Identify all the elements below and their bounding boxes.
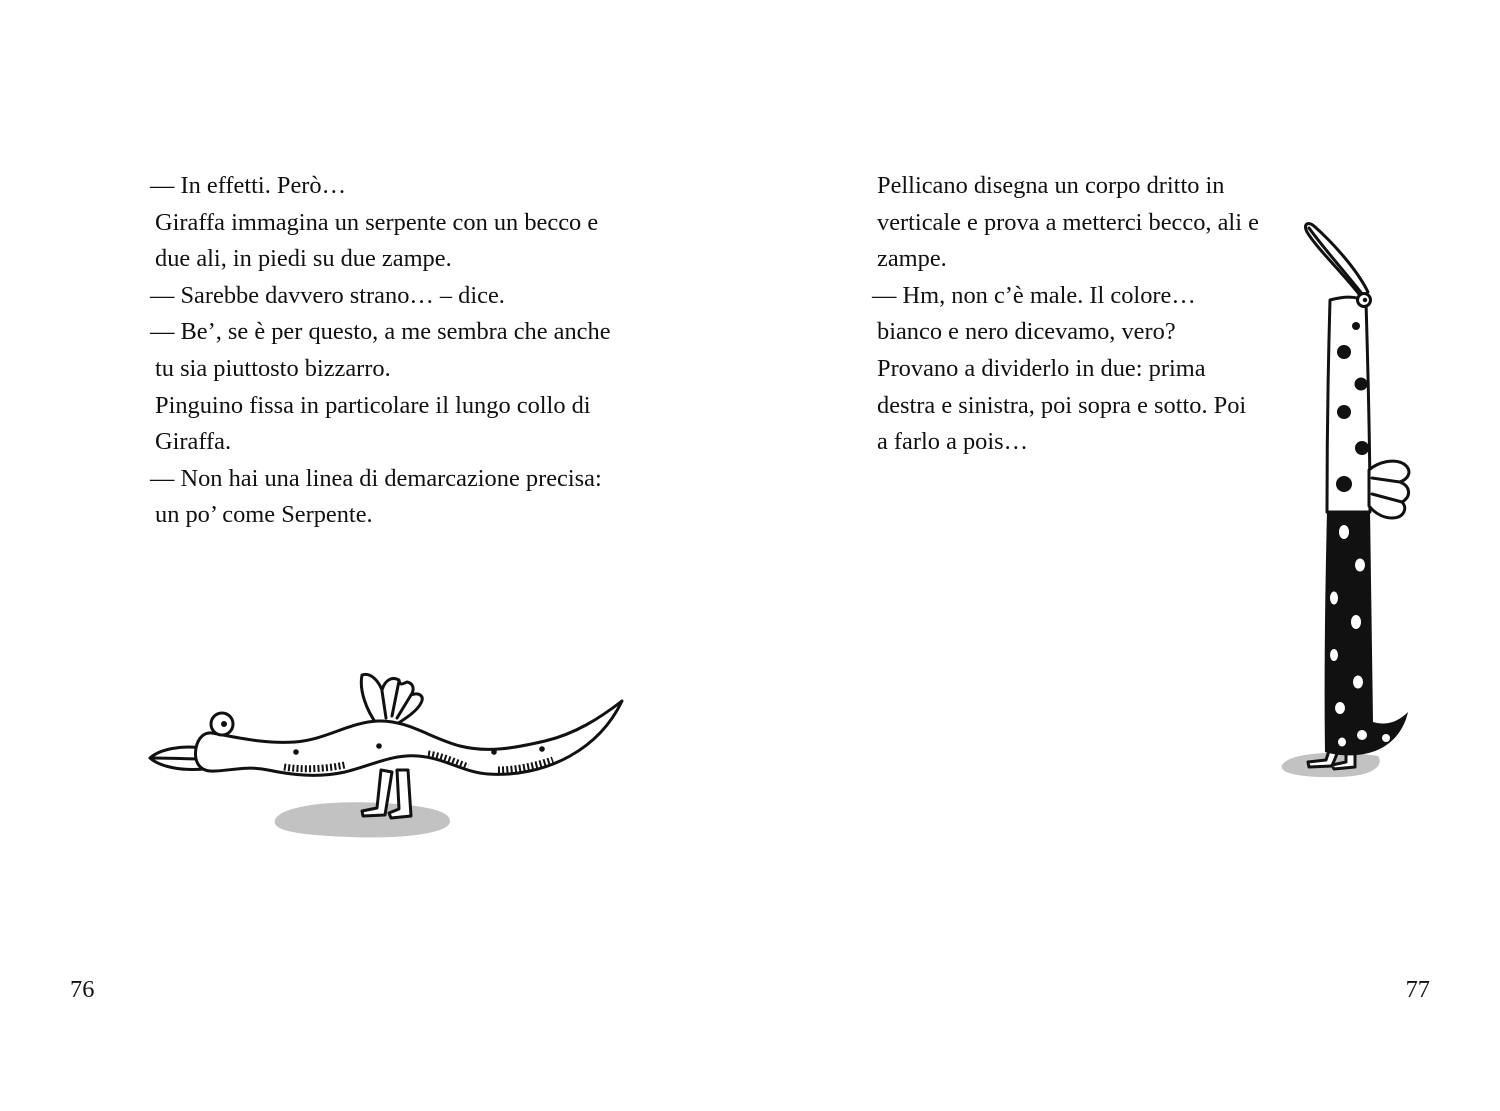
paragraph-line: destra e sinistra, poi sopra e sotto. Poi [877, 391, 1247, 419]
paragraph-line: — Non hai una linea di demarcazione precisa: [150, 464, 602, 492]
paragraph-line: — Be’, se è per questo, a me sembra che anche [150, 318, 611, 346]
paragraph-line: Provano a dividerlo in due: prima [877, 354, 1206, 382]
paragraph-line: due ali, in piedi su due zampe. [155, 245, 452, 273]
page-number-left: 76 [70, 976, 95, 1003]
paragraph-line: un po’ come Serpente. [155, 501, 373, 529]
right-page [750, 0, 1500, 1111]
paragraph-line: bianco e nero dicevamo, vero? [877, 318, 1176, 346]
paragraph-line: Pellicano disegna un corpo dritto in [877, 172, 1225, 199]
paragraph-line: Pinguino fissa in particolare il lungo collo di [155, 391, 591, 419]
paragraph-line: — Sarebbe davvero strano… – dice. [150, 281, 505, 309]
paragraph-line: verticale e prova a metterci becco, ali e [877, 208, 1259, 236]
paragraph-line: zampe. [877, 245, 947, 273]
paragraph-line: tu sia piuttosto bizzarro. [155, 354, 391, 382]
paragraph-line: a farlo a pois… [877, 428, 1029, 456]
page-number-right: 77 [1405, 976, 1430, 1003]
paragraph-line: — In effetti. Però… [150, 172, 346, 199]
paragraph-line: Giraffa immagina un serpente con un becco e [155, 208, 599, 236]
right-page-text [872, 168, 1259, 461]
paragraph-line: — Hm, non c’è male. Il colore… [872, 281, 1196, 309]
paragraph-line: Giraffa. [155, 428, 232, 456]
left-page-text [150, 168, 611, 534]
